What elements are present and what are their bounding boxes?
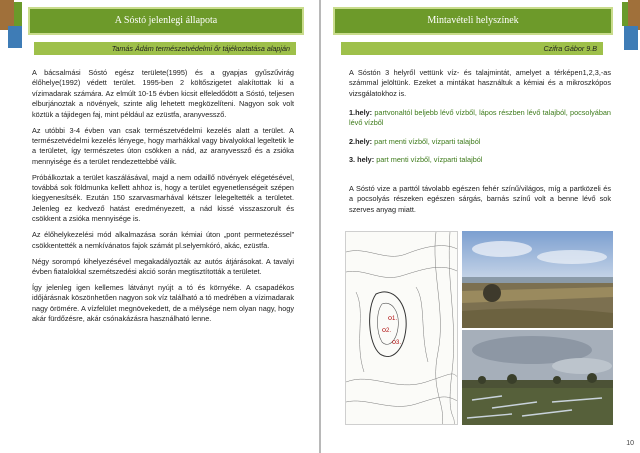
paragraph: Az utóbbi 3-4 évben van csak természetvédelmi kezelés alatt a terület. A természetvédelmi kezelés lényege, hogy marhákkal vagy bivalyokkal legeltetik le a területet, így természetes úton csökken a nád, az aranyvessző és a zsióka mennyisége és a terület rendezettebbé válik. [32, 125, 294, 166]
map-mark: 1. [392, 316, 398, 322]
site-item [349, 137, 611, 147]
page-title: A Sóstó jelenlegi állapota [28, 7, 304, 35]
decorative-tab-green [14, 2, 22, 26]
author-byline: Tamás Ádám természetvédelmi őr tájékoztatása alapján [34, 42, 296, 55]
page-number: 10 [626, 440, 634, 447]
site-map [345, 231, 458, 425]
paragraph: A bácsalmási Sóstó egész területe(1995) és a gyapjas gyűszűvirág élőhelye(1992) védett terület. 1995-ben 2 költőszigetet alakítottak ki a vízimadarak számára. Az elmúlt 10-15 évben kicsit elfeledődött a Sóstó, teljesen elburjánoztak a növények, szinte alig lehetett megközelíteni. Nagyon sok volt köztük a tájidegen faj, mint például az ezüstfa, aranyvessző. [32, 68, 294, 119]
site-label: 3. hely: [349, 155, 375, 165]
map-mark: 3. [396, 340, 402, 346]
article-body [32, 68, 294, 330]
closing-paragraph: A Sóstó vize a parttól távolabb egészen fehér színű/világos, míg a partközeli és a pocsolyás részeken egészen sárgás, barnás színű volt a benne lévő sok szerves anyag miatt. [349, 184, 611, 214]
intro-paragraph: A Sóstón 3 helyről vettünk víz- és talajmintát, amelyet a térképen1,2,3,-as számmal jelöltünk. Ezeket a mintákat használtuk a kémiai és a mikroszkópos vizsgálatokhoz is. [349, 68, 611, 98]
paragraph: Az élőhelykezelési mód alkalmazása során kémiai úton „pont permetezéssel” csökkentették a nemkívánatos fajok számát pl.selyemkóró, akác, ezüstfa. [32, 230, 294, 250]
intro-text [349, 68, 611, 105]
lake-photo-top [462, 231, 613, 328]
decorative-tab-blue [624, 26, 638, 50]
site-item [349, 108, 611, 129]
closing-text [349, 184, 611, 221]
site-text: partvonaltól beljebb lévő vízből, lápos részben lévő talajból, pocsolyában lévő vízből [349, 108, 611, 128]
site-text: part menti vízből, vízparti talajból [374, 136, 481, 146]
site-text: part menti vízből, vízparti talajból [376, 155, 483, 165]
paragraph: Így jelenleg igen kellemes látványt nyújt a tó és környéke. A csapadékos időjárásnak köszönhetően nagyon sok víz található a tó medrében a vízimadarak nagy örömére. A vízfelület megnövekedett, de a mélysége nem olyan nagy, hogy akár fürdőzésre, akár csónakázásra használható lenne. [32, 282, 294, 324]
site-list [349, 108, 611, 171]
site-item [349, 155, 611, 165]
site-label: 1.hely: [349, 108, 373, 117]
page-title: Mintavételi helyszínek [333, 7, 613, 35]
map-mark: 2. [386, 328, 392, 334]
left-page [0, 0, 319, 453]
site-label: 2.hely: [349, 136, 373, 146]
decorative-tab-blue [8, 26, 22, 48]
paragraph: Négy sorompó kihelyezésével megakadályozták az autós átjárásokat. A tavalyi évben fiatalokkal szemétszedési akció során megtisztították a területet. [32, 256, 294, 276]
author-byline: Czifra Gábor 9.B [341, 42, 603, 55]
paragraph: Próbálkoztak a terület kaszálásával, majd a nem odaillő növények elégetésével, továbbá sok földmunka kellett ahhoz is, hogy a terület egyenetlenségeit szépen kiegyenesítsék. Ezután 150 szarvasmarhával kétszer lelegeltették a területet. Jelenleg ez kedvező hatást eredményezett, a nád kissé visszaszorult és csökkent a zsióka mennyisége is. [32, 172, 294, 224]
lake-photo-bottom [462, 330, 613, 425]
contour-map-drawing [346, 232, 458, 425]
